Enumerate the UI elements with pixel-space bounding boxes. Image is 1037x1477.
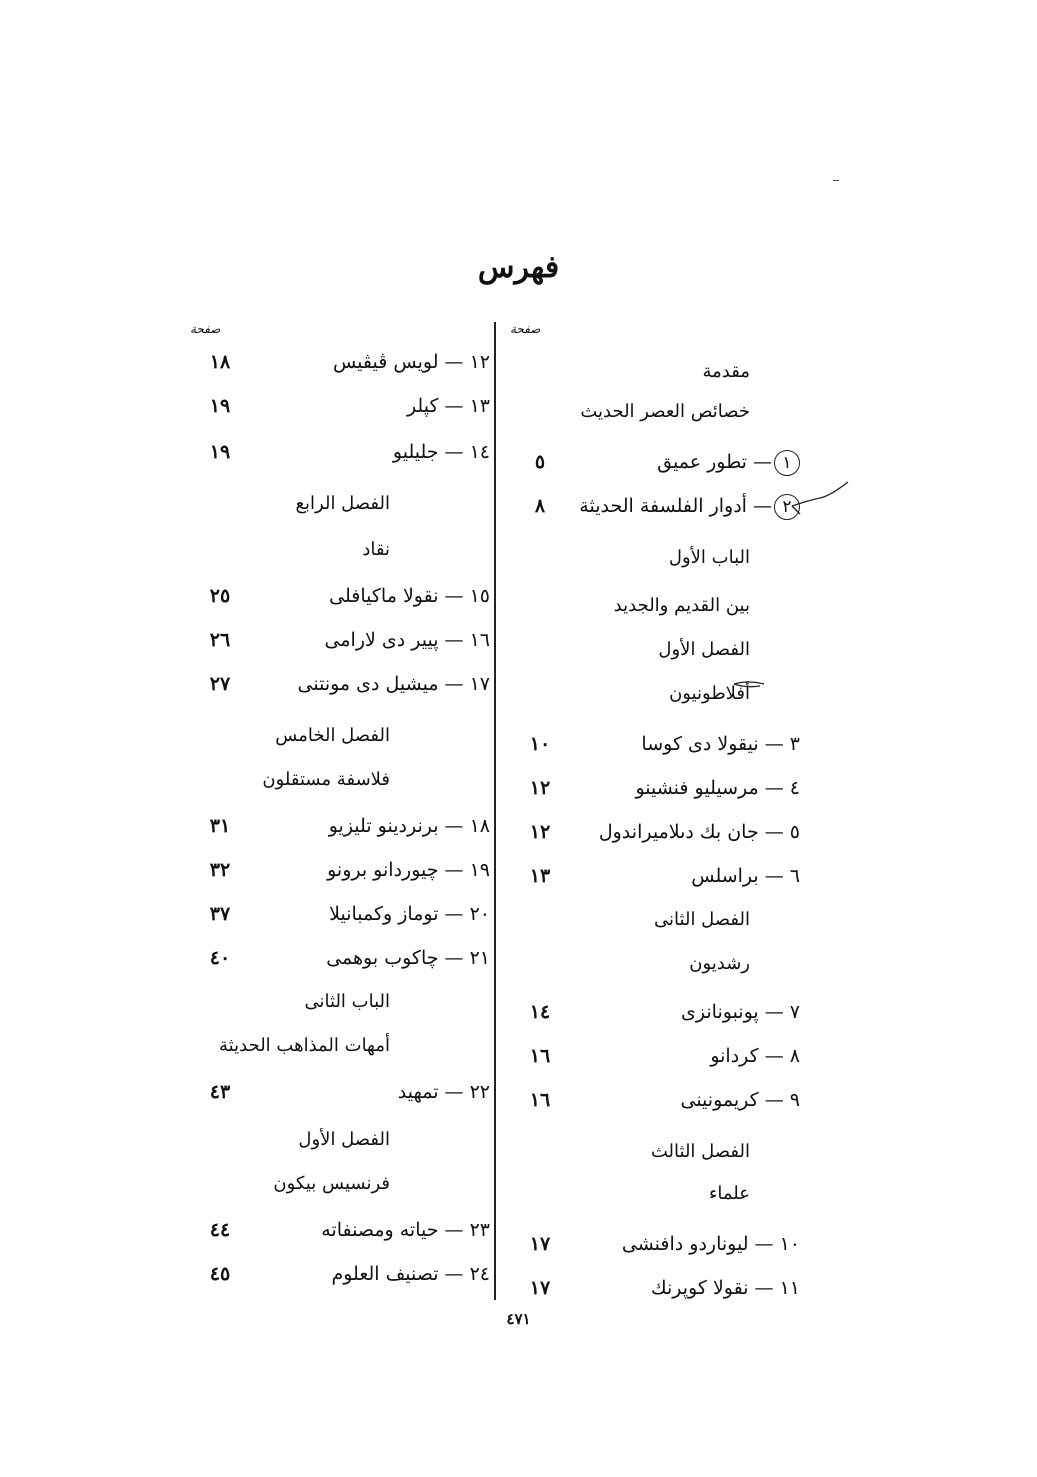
toc-entry — [180, 1252, 490, 1296]
toc-entry-label — [262, 758, 390, 802]
toc-entry-label — [325, 618, 490, 662]
toc-entry-text: بين القديم والجديد — [613, 595, 750, 616]
toc-entry — [180, 936, 490, 980]
toc-entry-text: ١٨ — برنردينو تليزيو — [328, 815, 490, 837]
toc-page-number: ١٨ — [209, 351, 231, 373]
toc-entry-label — [321, 1208, 490, 1252]
toc-section-heading — [500, 536, 800, 580]
toc-entry — [180, 340, 490, 384]
toc-page-number: ٢٦ — [209, 629, 231, 651]
toc-entry-label — [709, 1172, 750, 1216]
toc-entry-label — [691, 854, 800, 898]
toc-section-heading — [500, 1172, 800, 1216]
toc-page-number: ٤٣ — [209, 1081, 231, 1103]
toc-entry — [180, 848, 490, 892]
toc-entry — [180, 384, 490, 428]
toc-entry-label — [327, 848, 490, 892]
toc-entry — [180, 1208, 490, 1252]
toc-entry-label — [275, 714, 390, 758]
toc-entry-text: ١٣ — كپلر — [406, 395, 490, 417]
toc-entry-text: ٧ — پونبونانزى — [681, 1001, 800, 1023]
toc-page-number: ٨ — [534, 495, 546, 517]
circled-number: ٢ — [774, 494, 800, 520]
toc-entry-label — [669, 536, 750, 580]
toc-page-number: ٤٥ — [209, 1263, 231, 1285]
toc-entry-label — [298, 1118, 390, 1162]
toc-page-number: ٣١ — [209, 815, 231, 837]
toc-entry-text: ١٩ — چيوردانو برونو — [327, 859, 490, 881]
toc-entry — [500, 440, 800, 484]
toc-entry-label — [657, 440, 800, 484]
toc-page-number: ١٦ — [529, 1045, 551, 1067]
toc-entry-label — [635, 766, 800, 810]
toc-page-number: ١٩ — [209, 395, 231, 417]
toc-entry-text: علماء — [708, 1183, 750, 1204]
page-column-header: صفحة — [510, 322, 541, 336]
toc-entry-label — [658, 628, 750, 672]
toc-entry — [500, 722, 800, 766]
toc-entry-label — [273, 1162, 390, 1206]
toc-entry-text: الفصل الثالث — [650, 1141, 750, 1162]
toc-entry — [500, 1034, 800, 1078]
toc-page-number: ١٩ — [209, 441, 231, 463]
toc-section-heading — [180, 1024, 490, 1068]
toc-section-heading — [500, 584, 800, 628]
toc-entry-label — [393, 430, 490, 474]
toc-section-heading — [500, 628, 800, 672]
toc-entry-text: ١٧ — ميشيل دى مونتنى — [297, 673, 490, 695]
toc-page-number: ٤٠ — [209, 947, 231, 969]
toc-entry-text: ١١ — نقولا كوپرنك — [650, 1277, 800, 1299]
toc-entry-text: خصائص العصر الحديث — [580, 401, 750, 422]
toc-entry — [180, 1070, 490, 1114]
stray-mark — [833, 180, 839, 181]
toc-entry-text: ٦ — براسلس — [691, 865, 800, 887]
toc-entry — [180, 892, 490, 936]
toc-entry-text: أمهات المذاهب الحديثة — [219, 1035, 390, 1056]
circled-number: ١ — [774, 450, 800, 476]
toc-entry-text: فلاسفة مستقلون — [262, 769, 390, 790]
toc-entry — [180, 618, 490, 662]
toc-entry-text: الفصل الأول — [298, 1129, 390, 1150]
toc-entry — [500, 484, 800, 528]
toc-entry-text: ١٦ — پيير دى لارامى — [324, 629, 490, 651]
toc-section-heading — [500, 350, 800, 394]
toc-entry-text: ١٠ — ليوناردو دافنشى — [621, 1233, 800, 1255]
toc-entry-label — [398, 1070, 490, 1114]
toc-entry-label — [599, 810, 800, 854]
column-divider — [494, 322, 496, 1300]
toc-entry-text: ٢١ — چاكوب بوهمى — [326, 947, 490, 969]
toc-entry — [180, 430, 490, 474]
toc-entry-label — [362, 528, 390, 572]
toc-entry — [500, 990, 800, 1034]
toc-entry-text: الباب الثانى — [304, 991, 390, 1012]
toc-entry — [500, 854, 800, 898]
toc-section-heading — [500, 942, 800, 986]
toc-entry-text: الفصل الخامس — [275, 725, 390, 746]
toc-page-number: ٢٧ — [209, 673, 231, 695]
page-number-footer: ٤٧١ — [506, 1310, 531, 1328]
toc-page-number: ١٠ — [529, 733, 551, 755]
toc-entry-label — [689, 942, 750, 986]
toc-entry-label — [329, 804, 490, 848]
toc-entry — [500, 810, 800, 854]
toc-section-heading — [180, 528, 490, 572]
toc-entry-text: أفلاطونيون — [669, 683, 750, 704]
toc-entry-label — [703, 350, 751, 394]
toc-page-number: ١٢ — [529, 777, 551, 799]
toc-entry-label — [329, 892, 490, 936]
toc-section-heading — [180, 1118, 490, 1162]
toc-entry-label — [710, 1034, 800, 1078]
toc-entry-text: الفصل الثانى — [654, 909, 750, 930]
toc-entry-text: الفصل الرابع — [295, 493, 390, 514]
toc-entry-label — [651, 1266, 800, 1310]
toc-entry-text: الباب الأول — [668, 547, 750, 568]
toc-entry-text: ٩ — كريمونينى — [680, 1089, 800, 1111]
toc-page-number: ١٦ — [529, 1089, 551, 1111]
annotation-stroke-icon — [790, 478, 852, 518]
toc-entry-label — [614, 584, 750, 628]
toc-entry-text: ١٤ — جليليو — [392, 441, 490, 463]
toc-entry-text: مقدمة — [702, 361, 750, 382]
toc-entry — [180, 574, 490, 618]
toc-section-heading — [180, 1162, 490, 1206]
toc-entry-text: رشديون — [689, 953, 750, 974]
toc-section-heading — [180, 714, 490, 758]
toc-entry-text: ٨ — كردانو — [710, 1045, 800, 1067]
toc-entry-label — [331, 1252, 490, 1296]
toc-page-number: ٤٤ — [209, 1219, 231, 1241]
toc-entry — [180, 804, 490, 848]
toc-entry-text: — أدوار الفلسفة الحديثة — [579, 495, 772, 517]
toc-entry-text: فرنسيس بيكون — [273, 1173, 390, 1194]
toc-entry-text: الفصل الأول — [658, 639, 750, 660]
toc-entry-label — [654, 898, 750, 942]
toc-entry-label — [580, 390, 750, 434]
toc-page-number: ١٧ — [529, 1277, 551, 1299]
toc-page-number: ١٢ — [529, 821, 551, 843]
toc-entry-text: ٢٠ — توماز وكمبانيلا — [329, 903, 490, 925]
toc-entry-label — [326, 936, 490, 980]
toc-entry — [500, 1078, 800, 1122]
toc-section-heading — [180, 758, 490, 802]
toc-section-heading — [500, 898, 800, 942]
toc-entry — [500, 766, 800, 810]
toc-entry-text: ١٥ — نقولا ماكيافلى — [329, 585, 490, 607]
toc-entry-text: — تطور عميق — [657, 451, 772, 473]
toc-entry-label — [407, 384, 490, 428]
toc-page-number: ١٧ — [529, 1233, 551, 1255]
toc-entry-label — [579, 484, 800, 528]
toc-page-number: ١٣ — [529, 865, 551, 887]
toc-page-number: ٢٥ — [209, 585, 231, 607]
annotation-arrow-icon — [730, 676, 766, 692]
toc-entry — [180, 662, 490, 706]
page-title: فهرس — [477, 250, 560, 285]
toc-entry-text: ٥ — جان بك دىلاميراندول — [598, 821, 800, 843]
toc-page-number: ٣٢ — [209, 859, 231, 881]
toc-entry-label — [641, 722, 800, 766]
toc-entry-label — [219, 1024, 390, 1068]
toc-page-number: ١٤ — [529, 1001, 551, 1023]
toc-entry-text: ٢٢ — تمهيد — [397, 1081, 490, 1103]
toc-entry-label — [295, 482, 390, 526]
toc-entry-text: ٤ — مرسيليو فنشينو — [635, 777, 800, 799]
toc-page-number: ٥ — [534, 451, 546, 473]
toc-entry-text: ٢٤ — تصنيف العلوم — [331, 1263, 490, 1285]
toc-page-number: ٣٧ — [209, 903, 231, 925]
toc-section-heading — [500, 1130, 800, 1174]
toc-entry — [500, 1222, 800, 1266]
toc-entry — [500, 1266, 800, 1310]
page-column-header: صفحة — [190, 322, 221, 336]
toc-section-heading — [500, 390, 800, 434]
toc-entry-text: ١٢ — لويس ڤيڤيس — [332, 351, 490, 373]
toc-entry-label — [329, 574, 490, 618]
toc-entry-text: نقاد — [362, 539, 390, 560]
toc-entry-text: ٣ — نيقولا دى كوسا — [641, 733, 800, 755]
toc-entry-label — [681, 990, 800, 1034]
toc-section-heading — [180, 980, 490, 1024]
toc-entry-label — [622, 1222, 800, 1266]
toc-entry-label — [305, 980, 390, 1024]
toc-entry-label — [333, 340, 490, 384]
toc-entry-label — [651, 1130, 750, 1174]
toc-entry-text: ٢٣ — حياته ومصنفاته — [321, 1219, 490, 1241]
toc-section-heading — [180, 482, 490, 526]
toc-entry-label — [680, 1078, 800, 1122]
toc-entry-label — [298, 662, 490, 706]
